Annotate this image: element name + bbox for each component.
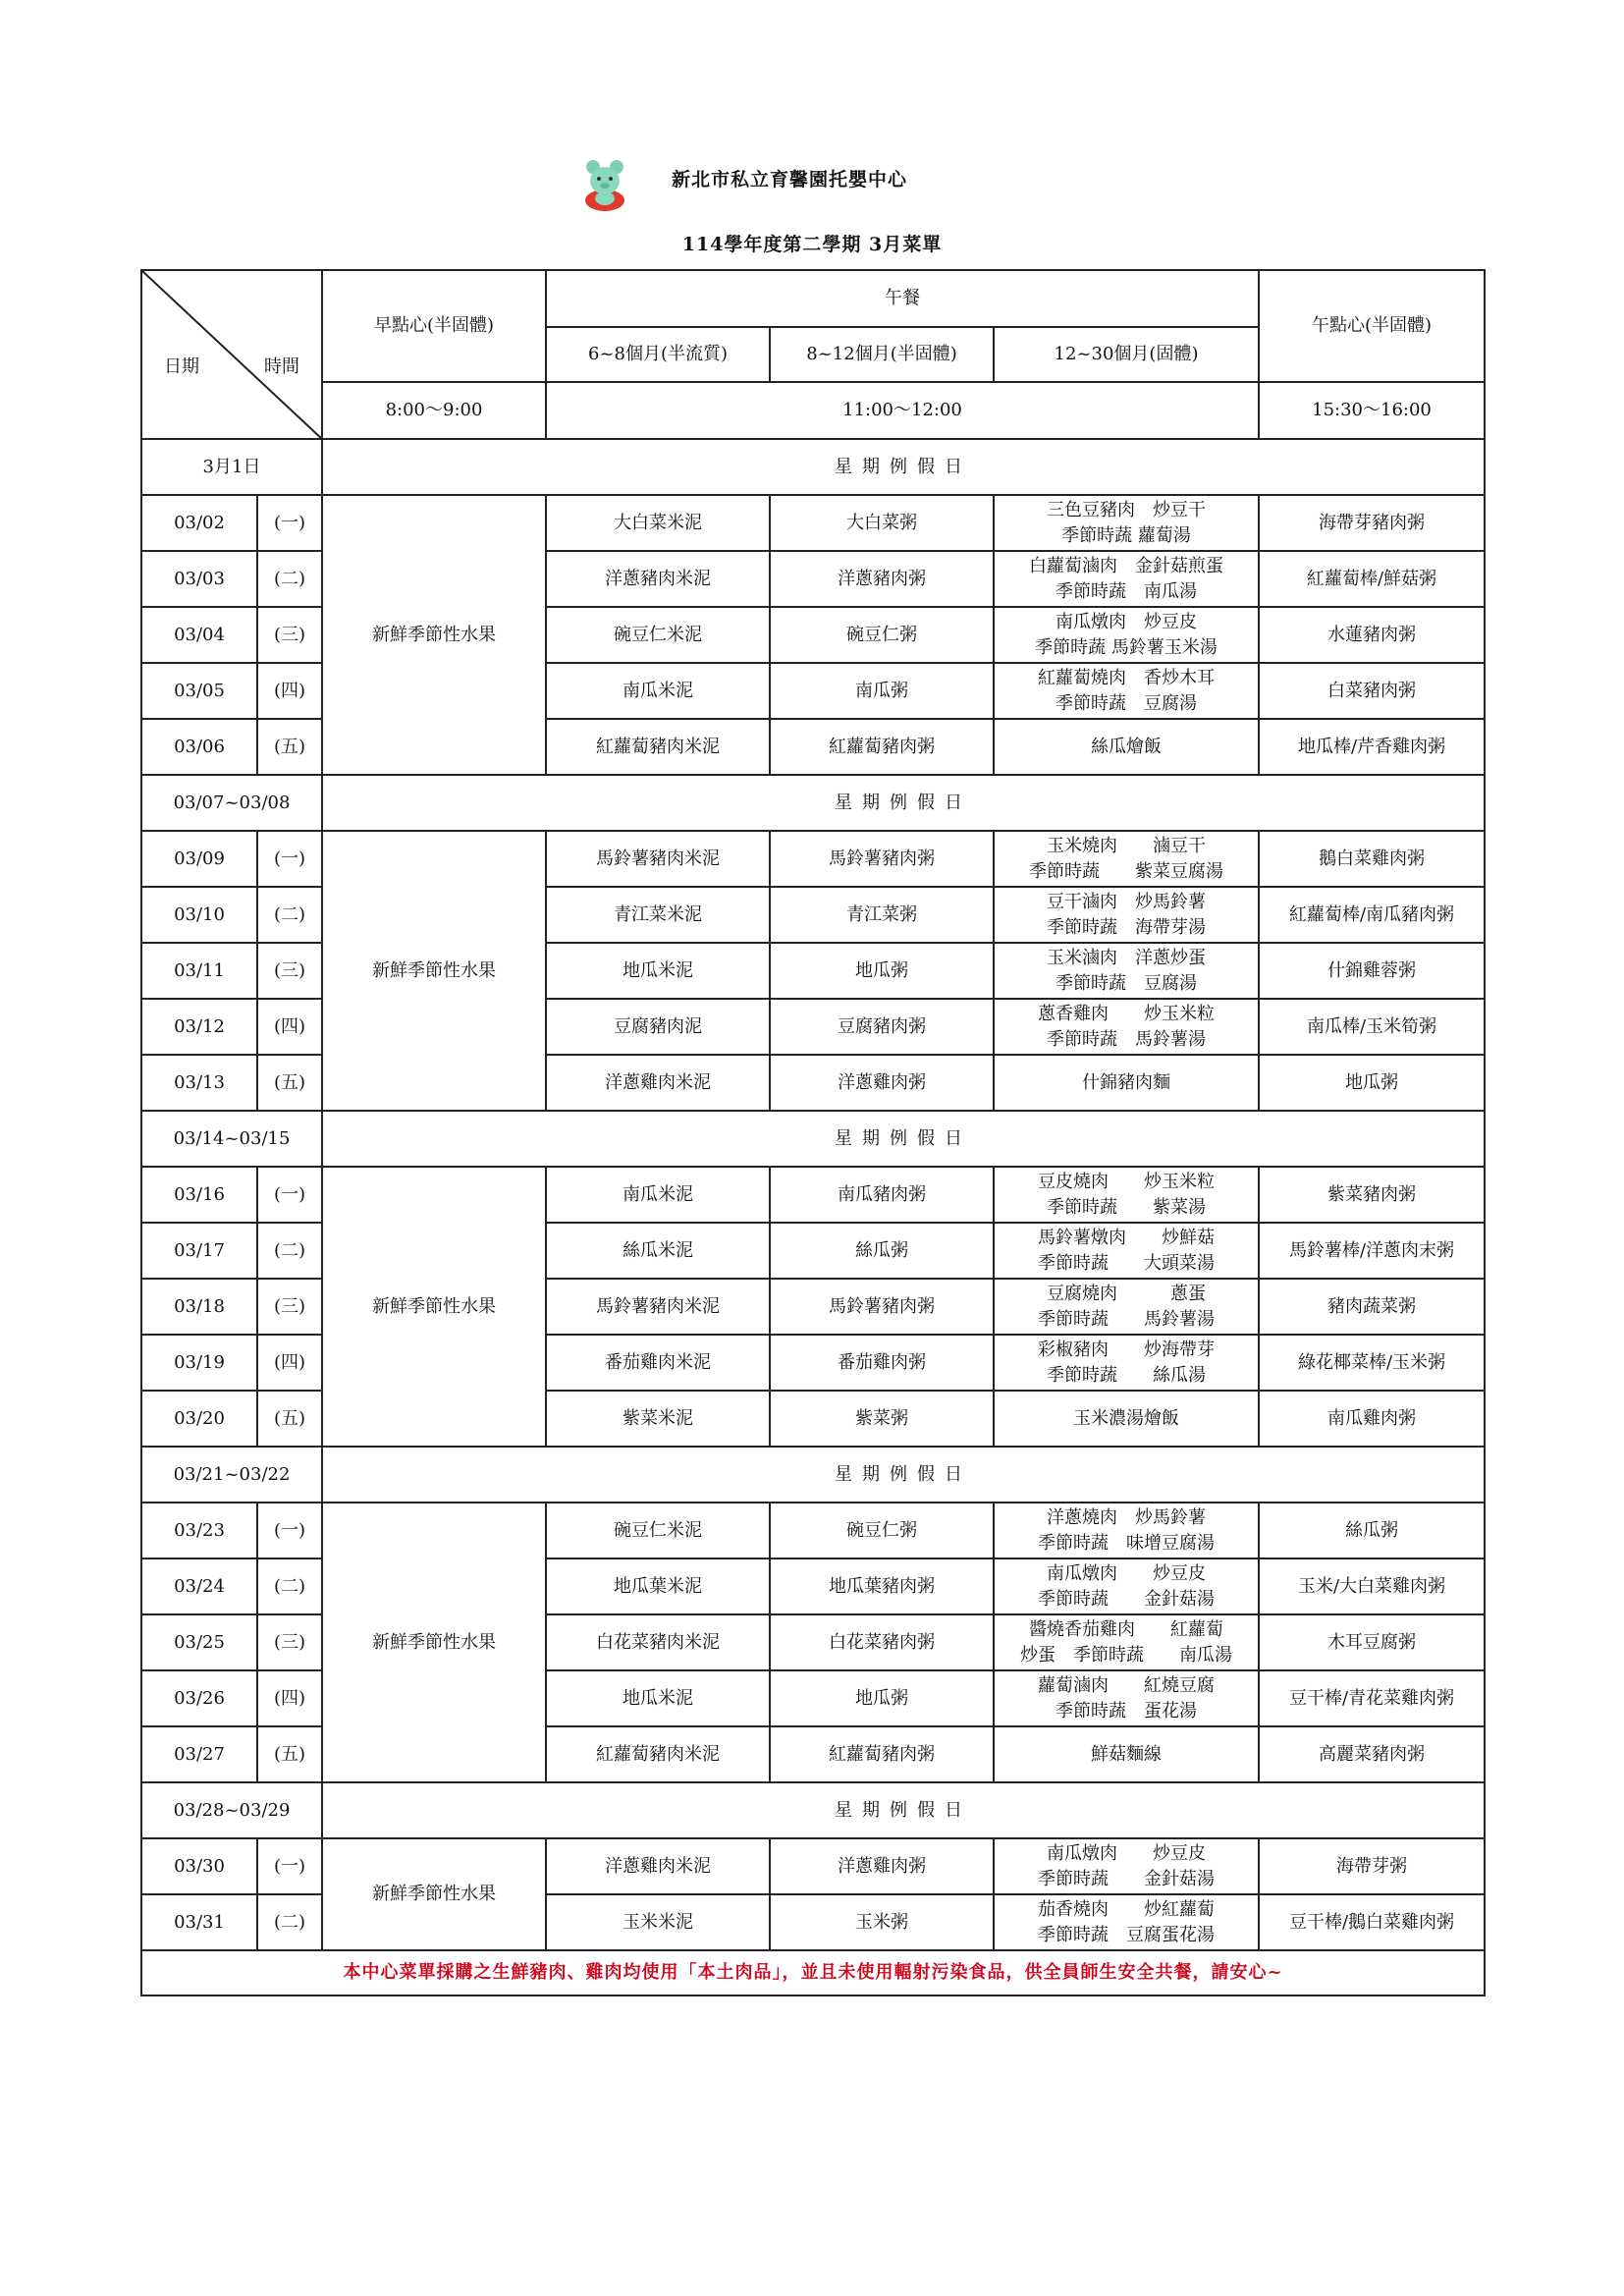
- lunch-12-30-cell: [994, 1894, 1259, 1950]
- date-cell: 03/16: [141, 1167, 257, 1223]
- weekday-cell: (五): [257, 1726, 322, 1782]
- lunch-12-30-line: 彩椒豬肉 炒海帶芽: [1038, 1339, 1215, 1360]
- lunch-12-30-line: 玉米濃湯燴飯: [1073, 1407, 1179, 1429]
- lunch-8-12-cell: 絲瓜粥: [770, 1223, 994, 1279]
- snack-cell: 白菜豬肉粥: [1259, 663, 1485, 719]
- weekday-cell: (五): [257, 719, 322, 775]
- breakfast-fruit-cell: 新鮮季節性水果: [322, 1167, 546, 1447]
- weekday-cell: (三): [257, 607, 322, 663]
- lunch-12-30-line: 炒蛋 季節時蔬 南瓜湯: [1020, 1644, 1232, 1666]
- lunch-12-30-line: 季節時蔬 大頭菜湯: [1038, 1252, 1215, 1274]
- lunch-6-8-cell: 馬鈴薯豬肉米泥: [546, 1279, 770, 1335]
- lunch-6-8-cell: 碗豆仁米泥: [546, 1503, 770, 1558]
- term-title: 114學年度第二學期 3月菜單: [681, 234, 943, 255]
- menu-day-row: [141, 831, 1485, 887]
- lunch-12-30-line: 季節時蔬 馬鈴薯玉米湯: [1035, 636, 1218, 658]
- weekday-cell: (一): [257, 495, 322, 551]
- holiday-label: 星期例假日: [835, 456, 972, 477]
- lunch-12-30-line: 季節時蔬 馬鈴薯湯: [1047, 1028, 1206, 1050]
- snack-cell: 紅蘿蔔棒/鮮菇粥: [1259, 551, 1485, 607]
- lunch-12-30-line: 什錦豬肉麵: [1082, 1071, 1170, 1093]
- snack-cell: 南瓜雞肉粥: [1259, 1391, 1485, 1447]
- lunch-8-12-cell: 碗豆仁粥: [770, 1503, 994, 1558]
- lunch-12-30-line: 馬鈴薯燉肉 炒鮮菇: [1038, 1227, 1215, 1248]
- lunch-12-30-line: 季節時蔬 金針菇湯: [1038, 1868, 1215, 1889]
- breakfast-time: 8:00～9:00: [322, 382, 546, 439]
- date-cell: 03/27: [141, 1726, 257, 1782]
- lunch-12-30-cell: [994, 1558, 1259, 1614]
- date-cell: 03/13: [141, 1055, 257, 1111]
- lunch-6-8-cell: 地瓜米泥: [546, 943, 770, 999]
- menu-day-row: [141, 1167, 1485, 1223]
- date-cell: 03/02: [141, 495, 257, 551]
- lunch-6-8-cell: 南瓜米泥: [546, 1167, 770, 1223]
- lunch-6-8-cell: 大白菜米泥: [546, 495, 770, 551]
- snack-cell: 木耳豆腐粥: [1259, 1614, 1485, 1670]
- lunch-12-30-line: 季節時蔬 豆腐蛋花湯: [1038, 1924, 1215, 1945]
- lunch-12-30-line: 季節時蔬 蘿蔔湯: [1061, 524, 1191, 546]
- lunch-8-12-cell: 洋蔥豬肉粥: [770, 551, 994, 607]
- snack-cell: 南瓜棒/玉米筍粥: [1259, 999, 1485, 1055]
- weekday-cell: (四): [257, 999, 322, 1055]
- date-cell: 03/11: [141, 943, 257, 999]
- date-cell: 03/18: [141, 1279, 257, 1335]
- weekday-cell: (二): [257, 551, 322, 607]
- date-cell: 03/25: [141, 1614, 257, 1670]
- date-cell: 03/20: [141, 1391, 257, 1447]
- breakfast-header: 早點心(半固體): [322, 270, 546, 382]
- weekday-cell: (一): [257, 1838, 322, 1894]
- breakfast-fruit-cell: 新鮮季節性水果: [322, 495, 546, 775]
- lunch-8-12-cell: 洋蔥雞肉粥: [770, 1838, 994, 1894]
- safety-notice: 本中心菜單採購之生鮮豬肉、雞肉均使用「本土肉品」，並且未使用輻射污染食品，供全員師生安全共餐，請安心~: [141, 1950, 1485, 1995]
- snack-cell: 紫菜豬肉粥: [1259, 1167, 1485, 1223]
- snack-cell: 高麗菜豬肉粥: [1259, 1726, 1485, 1782]
- date-cell: 03/24: [141, 1558, 257, 1614]
- lunch-8-12-header: 8~12個月(半固體): [770, 327, 994, 382]
- menu-day-row: [141, 1838, 1485, 1894]
- lunch-12-30-line: 季節時蔬 海帶芽湯: [1047, 916, 1206, 938]
- snack-cell: 什錦雞蓉粥: [1259, 943, 1485, 999]
- weekday-cell: (一): [257, 831, 322, 887]
- lunch-6-8-cell: 白花菜豬肉米泥: [546, 1614, 770, 1670]
- snack-cell: 玉米/大白菜雞肉粥: [1259, 1558, 1485, 1614]
- snack-cell: 鵝白菜雞肉粥: [1259, 831, 1485, 887]
- snack-cell: 馬鈴薯棒/洋蔥肉末粥: [1259, 1223, 1485, 1279]
- bear-logo-icon: [579, 157, 630, 212]
- lunch-12-30-line: 南瓜燉肉 炒豆皮: [1056, 611, 1197, 632]
- snack-cell: 豆干棒/青花菜雞肉粥: [1259, 1670, 1485, 1726]
- lunch-12-30-line: 南瓜燉肉 炒豆皮: [1047, 1842, 1206, 1864]
- holiday-label: 星期例假日: [835, 1463, 972, 1485]
- lunch-12-30-line: 蘿蔔滷肉 紅燒豆腐: [1038, 1674, 1215, 1696]
- snack-cell: 綠花椰菜棒/玉米粥: [1259, 1335, 1485, 1391]
- holiday-text: [322, 1111, 1485, 1167]
- weekday-cell: (三): [257, 1614, 322, 1670]
- holiday-row: [141, 1447, 1485, 1503]
- lunch-12-30-line: 季節時蔬 豆腐湯: [1056, 692, 1197, 714]
- holiday-label: 星期例假日: [835, 792, 972, 813]
- holiday-date: 03/28~03/29: [141, 1782, 322, 1838]
- lunch-12-30-header: 12~30個月(固體): [994, 327, 1259, 382]
- weekday-cell: (五): [257, 1055, 322, 1111]
- lunch-6-8-cell: 紅蘿蔔豬肉米泥: [546, 1726, 770, 1782]
- weekday-cell: (二): [257, 1223, 322, 1279]
- lunch-8-12-cell: 玉米粥: [770, 1894, 994, 1950]
- lunch-6-8-cell: 碗豆仁米泥: [546, 607, 770, 663]
- date-cell: 03/26: [141, 1670, 257, 1726]
- weekday-cell: (二): [257, 1894, 322, 1950]
- menu-day-row: [141, 1503, 1485, 1558]
- lunch-12-30-cell: [994, 943, 1259, 999]
- snack-cell: 豆干棒/鵝白菜雞肉粥: [1259, 1894, 1485, 1950]
- lunch-6-8-cell: 絲瓜米泥: [546, 1223, 770, 1279]
- lunch-8-12-cell: 青江菜粥: [770, 887, 994, 943]
- date-cell: 03/17: [141, 1223, 257, 1279]
- snack-cell: 紅蘿蔔棒/南瓜豬肉粥: [1259, 887, 1485, 943]
- lunch-6-8-cell: 青江菜米泥: [546, 887, 770, 943]
- lunch-12-30-cell: [994, 1838, 1259, 1894]
- date-cell: 03/31: [141, 1894, 257, 1950]
- lunch-6-8-cell: 馬鈴薯豬肉米泥: [546, 831, 770, 887]
- breakfast-fruit-cell: 新鮮季節性水果: [322, 831, 546, 1111]
- lunch-12-30-line: 鮮菇麵線: [1091, 1743, 1162, 1765]
- lunch-12-30-line: 季節時蔬 味增豆腐湯: [1038, 1532, 1215, 1554]
- snack-cell: 水蓮豬肉粥: [1259, 607, 1485, 663]
- lunch-12-30-cell: [994, 1167, 1259, 1223]
- notice-row: [141, 1950, 1485, 1995]
- lunch-6-8-cell: 紫菜米泥: [546, 1391, 770, 1447]
- date-cell: 03/03: [141, 551, 257, 607]
- date-cell: 03/30: [141, 1838, 257, 1894]
- lunch-12-30-line: 南瓜燉肉 炒豆皮: [1047, 1562, 1206, 1584]
- lunch-6-8-cell: 洋蔥雞肉米泥: [546, 1838, 770, 1894]
- lunch-12-30-line: 季節時蔬 絲瓜湯: [1047, 1364, 1206, 1386]
- lunch-6-8-cell: 地瓜葉米泥: [546, 1558, 770, 1614]
- lunch-12-30-cell: [994, 999, 1259, 1055]
- lunch-6-8-cell: 地瓜米泥: [546, 1670, 770, 1726]
- lunch-12-30-cell: [994, 1726, 1259, 1782]
- date-cell: 03/06: [141, 719, 257, 775]
- weekday-cell: (四): [257, 1335, 322, 1391]
- snack-cell: 地瓜棒/芹香雞肉粥: [1259, 719, 1485, 775]
- lunch-8-12-cell: 南瓜粥: [770, 663, 994, 719]
- weekday-cell: (三): [257, 943, 322, 999]
- lunch-12-30-cell: [994, 1055, 1259, 1111]
- lunch-time: 11:00～12:00: [546, 382, 1259, 439]
- lunch-12-30-cell: [994, 551, 1259, 607]
- lunch-12-30-line: 白蘿蔔滷肉 金針菇煎蛋: [1029, 555, 1223, 576]
- holiday-row: [141, 775, 1485, 831]
- menu-table: [140, 269, 1486, 1996]
- lunch-6-8-cell: 玉米米泥: [546, 1894, 770, 1950]
- lunch-8-12-cell: 地瓜粥: [770, 1670, 994, 1726]
- lunch-6-8-cell: 洋蔥雞肉米泥: [546, 1055, 770, 1111]
- lunch-8-12-cell: 紅蘿蔔豬肉粥: [770, 719, 994, 775]
- date-time-header: [141, 270, 322, 439]
- date-cell: 03/23: [141, 1503, 257, 1558]
- holiday-row: [141, 1782, 1485, 1838]
- lunch-header: 午餐: [546, 270, 1259, 327]
- lunch-12-30-line: 季節時蔬 紫菜湯: [1047, 1196, 1206, 1218]
- lunch-12-30-line: 豆皮燒肉 炒玉米粒: [1038, 1171, 1215, 1192]
- snack-header: 午點心(半固體): [1259, 270, 1485, 382]
- weekday-cell: (二): [257, 1558, 322, 1614]
- lunch-12-30-cell: [994, 887, 1259, 943]
- weekday-cell: (五): [257, 1391, 322, 1447]
- holiday-date: 03/14~03/15: [141, 1111, 322, 1167]
- date-cell: 03/04: [141, 607, 257, 663]
- lunch-12-30-cell: [994, 831, 1259, 887]
- lunch-12-30-cell: [994, 1223, 1259, 1279]
- lunch-12-30-line: 豆腐燒肉 蔥蛋: [1047, 1283, 1206, 1304]
- lunch-6-8-cell: 紅蘿蔔豬肉米泥: [546, 719, 770, 775]
- time-label: 時間: [264, 356, 299, 377]
- lunch-8-12-cell: 碗豆仁粥: [770, 607, 994, 663]
- lunch-6-8-cell: 豆腐豬肉泥: [546, 999, 770, 1055]
- lunch-12-30-line: 醬燒香茄雞肉 紅蘿蔔: [1029, 1618, 1223, 1640]
- lunch-12-30-cell: [994, 1670, 1259, 1726]
- weekday-cell: (二): [257, 887, 322, 943]
- lunch-12-30-line: 季節時蔬 馬鈴薯湯: [1038, 1308, 1215, 1330]
- lunch-8-12-cell: 南瓜豬肉粥: [770, 1167, 994, 1223]
- weekday-cell: (三): [257, 1279, 322, 1335]
- date-cell: 03/05: [141, 663, 257, 719]
- lunch-8-12-cell: 洋蔥雞肉粥: [770, 1055, 994, 1111]
- breakfast-fruit-cell: 新鮮季節性水果: [322, 1838, 546, 1950]
- lunch-12-30-line: 季節時蔬 豆腐湯: [1056, 972, 1197, 994]
- date-cell: 03/19: [141, 1335, 257, 1391]
- lunch-12-30-line: 紅蘿蔔燒肉 香炒木耳: [1038, 667, 1215, 688]
- lunch-8-12-cell: 紅蘿蔔豬肉粥: [770, 1726, 994, 1782]
- holiday-text: [322, 1447, 1485, 1503]
- snack-cell: 海帶芽粥: [1259, 1838, 1485, 1894]
- lunch-8-12-cell: 豆腐豬肉粥: [770, 999, 994, 1055]
- lunch-6-8-header: 6~8個月(半流質): [546, 327, 770, 382]
- organization-name: 新北市私立育馨園托嬰中心: [672, 169, 908, 191]
- lunch-12-30-line: 季節時蔬 紫菜豆腐湯: [1029, 860, 1223, 882]
- lunch-12-30-cell: [994, 1614, 1259, 1670]
- lunch-12-30-cell: [994, 1503, 1259, 1558]
- lunch-12-30-line: 季節時蔬 南瓜湯: [1056, 580, 1197, 602]
- lunch-12-30-line: 蔥香雞肉 炒玉米粒: [1038, 1003, 1215, 1024]
- lunch-8-12-cell: 地瓜葉豬肉粥: [770, 1558, 994, 1614]
- lunch-6-8-cell: 洋蔥豬肉米泥: [546, 551, 770, 607]
- holiday-label: 星期例假日: [835, 1127, 972, 1149]
- breakfast-fruit-cell: 新鮮季節性水果: [322, 1503, 546, 1782]
- lunch-12-30-line: 玉米燒肉 滷豆干: [1047, 835, 1206, 856]
- lunch-12-30-line: 季節時蔬 金針菇湯: [1038, 1588, 1215, 1610]
- snack-time: 15:30～16:00: [1259, 382, 1485, 439]
- holiday-date: 03/07~03/08: [141, 775, 322, 831]
- lunch-8-12-cell: 馬鈴薯豬肉粥: [770, 831, 994, 887]
- lunch-12-30-line: 豆干滷肉 炒馬鈴薯: [1047, 891, 1206, 912]
- lunch-8-12-cell: 白花菜豬肉粥: [770, 1614, 994, 1670]
- snack-cell: 海帶芽豬肉粥: [1259, 495, 1485, 551]
- lunch-12-30-cell: [994, 1391, 1259, 1447]
- lunch-12-30-line: 洋蔥燒肉 炒馬鈴薯: [1047, 1506, 1206, 1528]
- snack-cell: 絲瓜粥: [1259, 1503, 1485, 1558]
- holiday-date: 3月1日: [141, 439, 322, 495]
- date-label: 日期: [164, 356, 199, 377]
- lunch-8-12-cell: 馬鈴薯豬肉粥: [770, 1279, 994, 1335]
- lunch-6-8-cell: 南瓜米泥: [546, 663, 770, 719]
- lunch-12-30-cell: [994, 607, 1259, 663]
- holiday-date: 03/21~03/22: [141, 1447, 322, 1503]
- lunch-12-30-cell: [994, 719, 1259, 775]
- lunch-12-30-line: 絲瓜燴飯: [1091, 736, 1162, 757]
- lunch-8-12-cell: 大白菜粥: [770, 495, 994, 551]
- lunch-12-30-line: 茄香燒肉 炒紅蘿蔔: [1038, 1898, 1215, 1920]
- holiday-text: [322, 439, 1485, 495]
- holiday-text: [322, 1782, 1485, 1838]
- lunch-12-30-cell: [994, 495, 1259, 551]
- weekday-cell: (一): [257, 1503, 322, 1558]
- holiday-row: [141, 439, 1485, 495]
- date-cell: 03/09: [141, 831, 257, 887]
- holiday-text: [322, 775, 1485, 831]
- page-header: [0, 147, 1624, 216]
- snack-cell: 豬肉蔬菜粥: [1259, 1279, 1485, 1335]
- lunch-6-8-cell: 番茄雞肉米泥: [546, 1335, 770, 1391]
- lunch-8-12-cell: 地瓜粥: [770, 943, 994, 999]
- holiday-row: [141, 1111, 1485, 1167]
- lunch-8-12-cell: 番茄雞肉粥: [770, 1335, 994, 1391]
- snack-cell: 地瓜粥: [1259, 1055, 1485, 1111]
- date-cell: 03/12: [141, 999, 257, 1055]
- lunch-12-30-cell: [994, 1279, 1259, 1335]
- menu-day-row: [141, 495, 1485, 551]
- lunch-12-30-line: 玉米滷肉 洋蔥炒蛋: [1047, 947, 1206, 968]
- lunch-8-12-cell: 紫菜粥: [770, 1391, 994, 1447]
- holiday-label: 星期例假日: [835, 1799, 972, 1821]
- lunch-12-30-cell: [994, 663, 1259, 719]
- weekday-cell: (一): [257, 1167, 322, 1223]
- weekday-cell: (四): [257, 1670, 322, 1726]
- lunch-12-30-cell: [994, 1335, 1259, 1391]
- date-cell: 03/10: [141, 887, 257, 943]
- lunch-12-30-line: 三色豆豬肉 炒豆干: [1047, 499, 1206, 520]
- weekday-cell: (四): [257, 663, 322, 719]
- lunch-12-30-line: 季節時蔬 蛋花湯: [1056, 1700, 1197, 1722]
